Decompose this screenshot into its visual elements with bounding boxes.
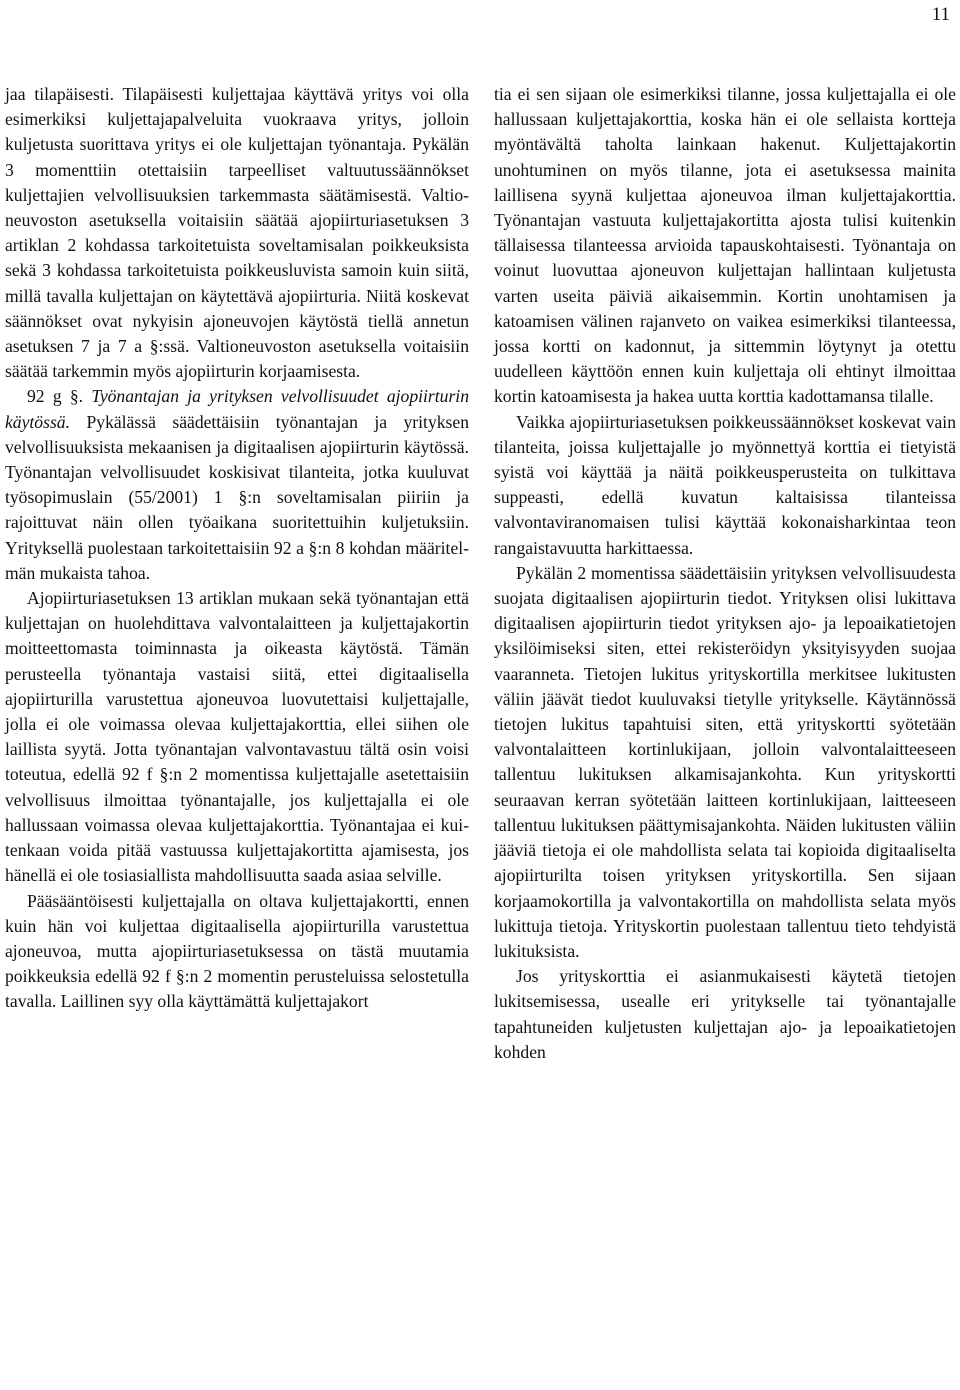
paragraph: Ajopiirturiasetuksen 13 artiklan mukaan sekä työnantajan että kuljettajan on huolehdittava valvontalaitteen ja kuljettajakortin moitteettomasta toiminnasta ja oikeasta käytöstä. Tämän perusteella työnantaja vastaisi siitä, ettei digitaalisella ajopiirturilla varustettua ajoneuvoa luovutettaisi kuljettajalle, jolla ei ole voimassa olevaa kuljettajakorttia, ellei siihen ole laillista syytä. Jotta työnantajan valvontavastuu tältä osin voisi toteutua, edellä 92 f §:n 2 momentissa kuljettajalle asetettaisiin velvollisuus ilmoittaa työnantajalle, jos kuljettajalla ei ole hallussaan voimassa olevaa kuljettajakorttia. Työnantajaa ei kuitenkaan voida pitää vastuussa kuljettajakortitta ajamisesta, jos hänellä ei ole tosiasiallista mahdollisuutta saada asiaa selville.: [5, 588, 469, 886]
paragraph: Jos yrityskorttia ei asianmukaisesti käytetä tietojen lukitsemisessa, usealle eri yritykselle tai työnantajalle tapahtuneiden kuljetusten kuljettajan ajo- ja lepoaikatietojen kohden: [494, 966, 956, 1062]
section-body: Pykälässä säädettäisiin työnantajan ja yrityksen velvollisuuksista mekaanisen ja digitaalisen ajopiirturin käytössä. Työnantajan velvollisuudet koskisivat tilanteita, jotka kuuluvat työsopimuslain (55/2001) 1 §:n soveltamisalan piiriin ja rajoittuvat näin ollen työaikana suoritettuihin kuljetuksiin. Yrityksellä puolestaan tarkoitettaisiin 92 a §:n 8 kohdan määritelmän mukaista tahoa.: [5, 411, 469, 583]
paragraph: tia ei sen sijaan ole esimerkiksi tilanne, jossa kuljettajalla ei ole hallussaan kuljettajakorttia, koska hän ei ole sellaista kortteja myöntävältä taholta lainkaan hakenut. Kuljettajakortin unohtuminen on myös tilanne, jota ei asetuksessa mainita laillisena syynä kuljettaa ajoneuvoa ilman kuljettajakorttia. Työnantajan vastuuta kuljettajakortitta ajosta tulisi kuitenkin tällaisessa tilanteessa arvioida tapauskohtaisesti. Työnantaja on voinut luovuttaa ajoneuvon kuljettajan hallintaan kuljetusta varten useita päiviä aikaisemmin. Kortin unohtamisen ja katoamisen välinen rajanveto on vaikea esimerkiksi tilanteessa, jossa kortti on kadonnut, ja sittemmin löytynyt ja otettu uudelleen käyttöön ennen kuin kuljettaja oli ehtinyt ilmoittaa kortin katoamisesta ja hakea uutta korttia kadottamansa tilalle.: [494, 84, 956, 407]
section-number: 92 g §.: [27, 386, 84, 407]
paragraph: Vaikka ajopiirturiasetuksen poikkeussäännökset koskevat vain tilanteita, joissa kuljettajalle jo myönnettyä korttia ei tietyistä syistä voi käyttää ja näitä poikkeusperusteita on tulkittava suppeasti, edellä kuvatun kaltaisissa tilanteissa valvontaviranomaisen tulisi käyttää kokonaisharkintaa teon rangaistavuutta harkittaessa.: [494, 411, 956, 558]
paragraph: Pykälän 2 momentissa säädettäisiin yrityksen velvollisuudesta suojata digitaalisen ajopiirturin tiedot. Yrityksen olisi lukittava digitaalisen ajopiirturin tiedot yrityksen ajo- ja lepoaikatietojen yksilöimiseksi siten, ettei rekisteröidyn yksityisyyden suojaa vaaranneta. Tietojen lukitus yrityskortilla merkitsee lukitusten väliin jäävät tiedot kuuluvaksi tietylle yritykselle. Käytännössä tietojen lukitus tapahtuisi siten, että yrityskortti syötetään valvontalaitteen kortinlukijaan, jolloin valvontalaitteeseen tallentuu lukituksen alkamisajankohta. Kun yrityskortti seuraavan kerran syötetään laitteen kortinlukijaan, laitteeseen tallentuu lukituksen päättymisajankohta. Näiden lukitusten väliin jääviä tietoja ei ole mahdollista selata tai kopioida digitaaliselta ajopiirturilta toisen yrityksen yrityskortilla. Sen sijaan korjaamokortilla ja valvontakortilla on mahdollista selata myös lukittuja tietoja. Yrityskortin puolestaan tallentuu tieto tehdyistä lukituksista.: [494, 562, 956, 961]
right-column: [494, 82, 956, 1065]
left-column: [5, 82, 469, 1015]
page-number: 11: [931, 4, 950, 25]
section-paragraph: [5, 384, 469, 586]
paragraph: Pääsääntöisesti kuljettajalla on oltava kuljettajakortti, ennen kuin hän voi kuljettaa digitaalisella ajopiirturilla varustettua ajoneuvoa, mutta ajopiirturiasetuksessa on tästä muutamia poikkeuksia edellä 92 f §:n 2 momentin perusteluissa selostetulla tavalla. Laillinen syy olla käyttämättä kuljettajakort: [5, 890, 469, 1012]
section-heading: Työnantajan ja yrityksen velvollisuudet ajopiirturin käytössä.: [5, 386, 469, 432]
paragraph: jaa tilapäisesti. Tilapäisesti kuljettajaa käyttävä yritys voi olla esimerkiksi kuljettajapalveluita vuokraava yritys, jolloin kuljetusta suorittava yritys ei ole kuljettajan työnantaja. Pykälän 3 momenttiin otettaisiin tarpeelliset valtuutussäännökset kuljettajien velvollisuuksien tarkemmasta säätämisestä. Valtioneuvoston asetuksella voitaisiin säätää ajopiirturiasetuksen 3 artiklan 2 kohdassa tarkoitetuista soveltamisalan poikkeuksista sekä 3 kohdassa tarkoitetuista poikkeusluvista samoin kuin siitä, millä tavalla kuljettajan on käytettävä ajopiirturia. Niitä koskevat säännökset ovat nykyisin ajoneuvojen käytöstä tiellä annetun asetuksen 7 ja 7 a §:ssä. Valtioneuvoston asetuksella voitaisiin säätää tarkemmin myös ajopiirturin korjaamisesta.: [5, 84, 469, 382]
